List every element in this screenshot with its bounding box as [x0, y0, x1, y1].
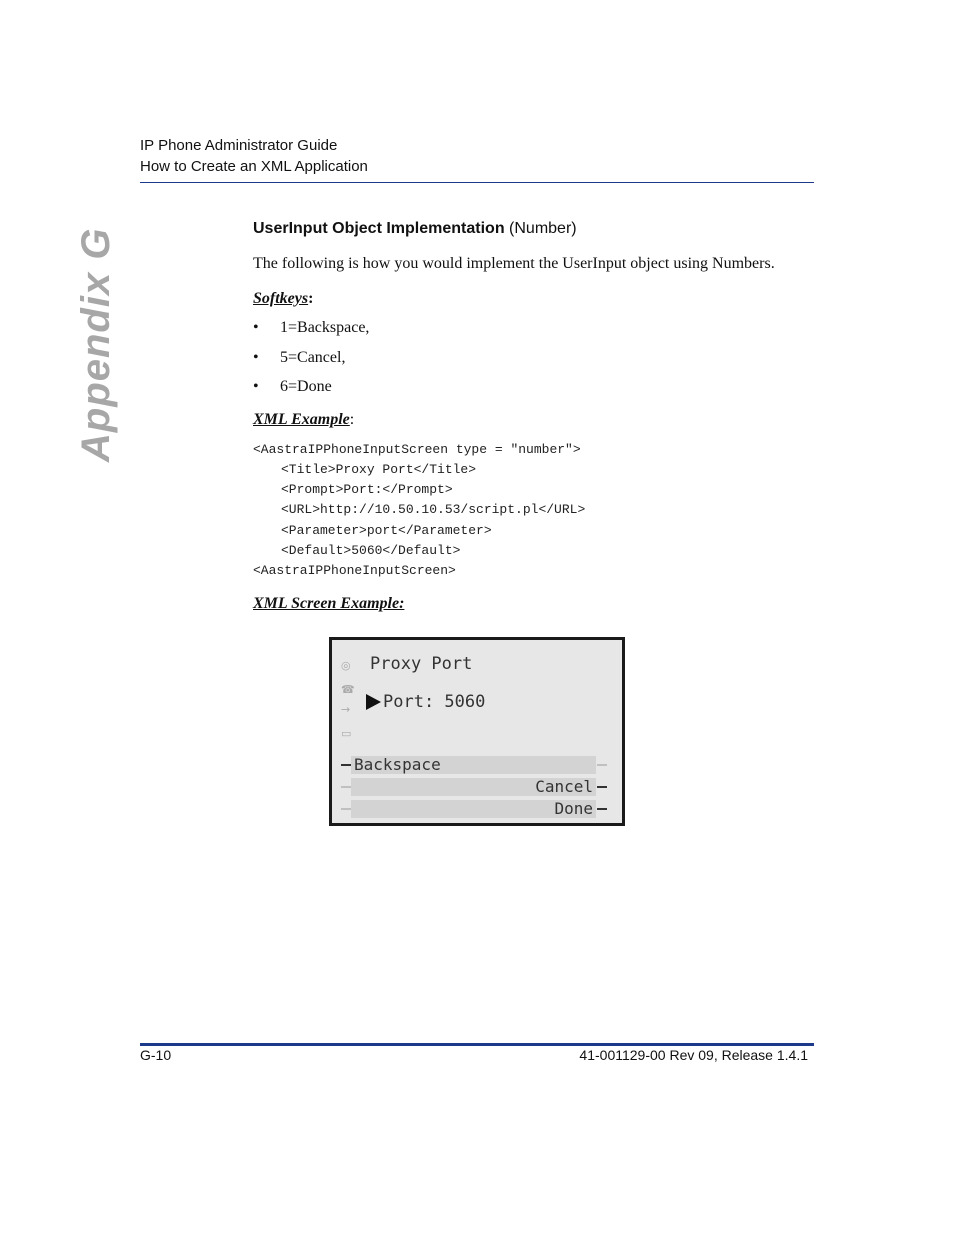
header-chapter-title: How to Create an XML Application: [140, 158, 368, 175]
list-item: • 6=Done: [253, 378, 332, 395]
softkey-backspace[interactable]: Backspace: [351, 756, 596, 774]
appendix-side-tab: Appendix G: [74, 227, 118, 462]
main-content: [253, 218, 823, 614]
header-guide-title: IP Phone Administrator Guide: [140, 137, 338, 154]
running-header: [140, 135, 368, 177]
intro-paragraph: The following is how you would implement the UserInput object using Numbers.: [253, 255, 775, 272]
softkey-done[interactable]: Done: [351, 800, 596, 818]
softkey-marker-left: [341, 808, 351, 810]
softkey-marker-left: [341, 764, 351, 766]
footer-rule: [140, 1043, 814, 1046]
list-item: • 5=Cancel,: [253, 348, 346, 366]
speaker-icon: ▭: [341, 727, 352, 740]
code-line: <AastraIPPhoneInputScreen type = "number">: [253, 441, 581, 457]
softkeys-list: [253, 318, 823, 407]
arrow-right-icon: →: [341, 703, 351, 716]
xml-code-block: [253, 440, 823, 582]
code-line: <Title>Proxy Port</Title>: [281, 461, 477, 477]
line-status-icon: ◎: [341, 659, 351, 672]
softkeys-heading: Softkeys:: [253, 290, 314, 307]
section-title: UserInput Object Implementation (Number): [253, 220, 577, 237]
softkey-marker-right: [597, 764, 607, 766]
softkey-cancel[interactable]: Cancel: [351, 778, 596, 796]
phone-screen-example: [329, 637, 625, 826]
xml-screen-heading: XML Screen Example:: [253, 594, 405, 612]
page-number: G-10: [140, 1047, 172, 1063]
header-rule: [140, 182, 814, 183]
screen-title: Proxy Port: [370, 654, 473, 674]
code-line: <URL>http://10.50.10.53/script.pl</URL>: [281, 502, 586, 518]
screen-prompt: [366, 692, 485, 712]
xml-example-heading: XML Example:: [253, 410, 355, 428]
document-revision: 41-001129-00 Rev 09, Release 1.4.1: [579, 1047, 808, 1063]
code-line: <AastraIPPhoneInputScreen>: [253, 563, 456, 579]
handset-icon: ☎: [341, 683, 355, 696]
list-item: • 1=Backspace,: [253, 319, 370, 336]
code-line: <Parameter>port</Parameter>: [281, 522, 492, 538]
softkey-marker-right: [597, 808, 607, 810]
cursor-arrow-icon: [366, 694, 381, 710]
code-line: <Prompt>Port:</Prompt>: [281, 482, 453, 498]
softkey-marker-left: [341, 786, 351, 788]
code-line: <Default>5060</Default>: [281, 542, 461, 558]
softkey-marker-right: [597, 786, 607, 788]
prompt-text: Port: 5060: [383, 692, 486, 712]
